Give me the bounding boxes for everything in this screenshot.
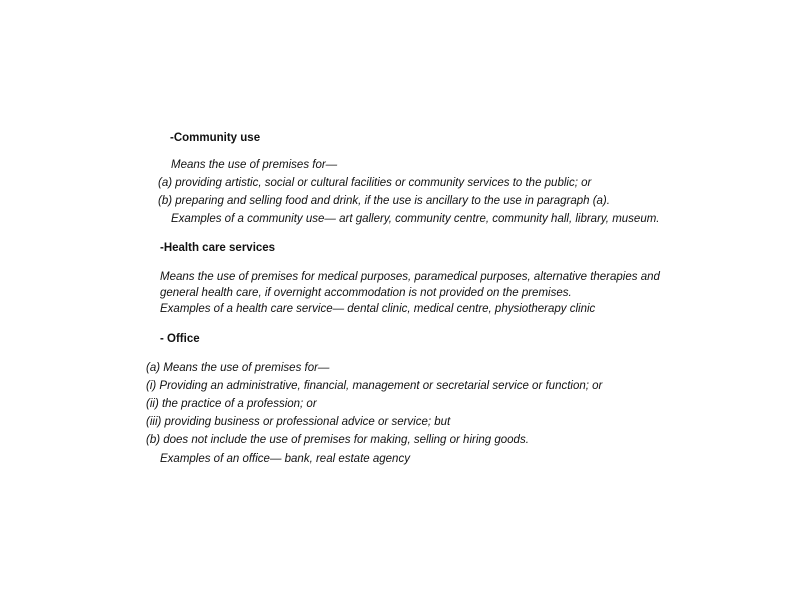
office-item-ii: (ii) the practice of a profession; or [146,398,317,410]
office-item-i: (i) Providing an administrative, financial, management or secretarial service or function; or [146,380,603,392]
community-use-examples: Examples of a community use— art gallery, community centre, community hall, library, museum. [171,213,660,225]
office-heading: - Office [160,333,200,345]
office-item-b: (b) does not include the use of premises for making, selling or hiring goods. [146,434,529,446]
community-use-item-a: (a) providing artistic, social or cultural facilities or community services to the public; or [158,177,592,189]
community-use-heading: -Community use [170,132,261,144]
community-use-item-b: (b) preparing and selling food and drink, if the use is ancillary to the use in paragraph (a). [158,195,610,207]
office-item-iii: (iii) providing business or professional advice or service; but [146,416,451,428]
office-item-a: (a) Means the use of premises for— [146,362,330,374]
health-care-examples: Examples of a health care service— dental clinic, medical centre, physiotherapy clinic [160,303,596,315]
office-examples: Examples of an office— bank, real estate agency [160,453,410,465]
health-care-line-1: Means the use of premises for medical purposes, paramedical purposes, alternative therapies and [160,271,660,283]
health-care-line-2: general health care, if overnight accommodation is not provided on the premises. [160,287,572,299]
health-care-heading: -Health care services [160,242,276,254]
community-use-intro: Means the use of premises for— [171,159,338,171]
